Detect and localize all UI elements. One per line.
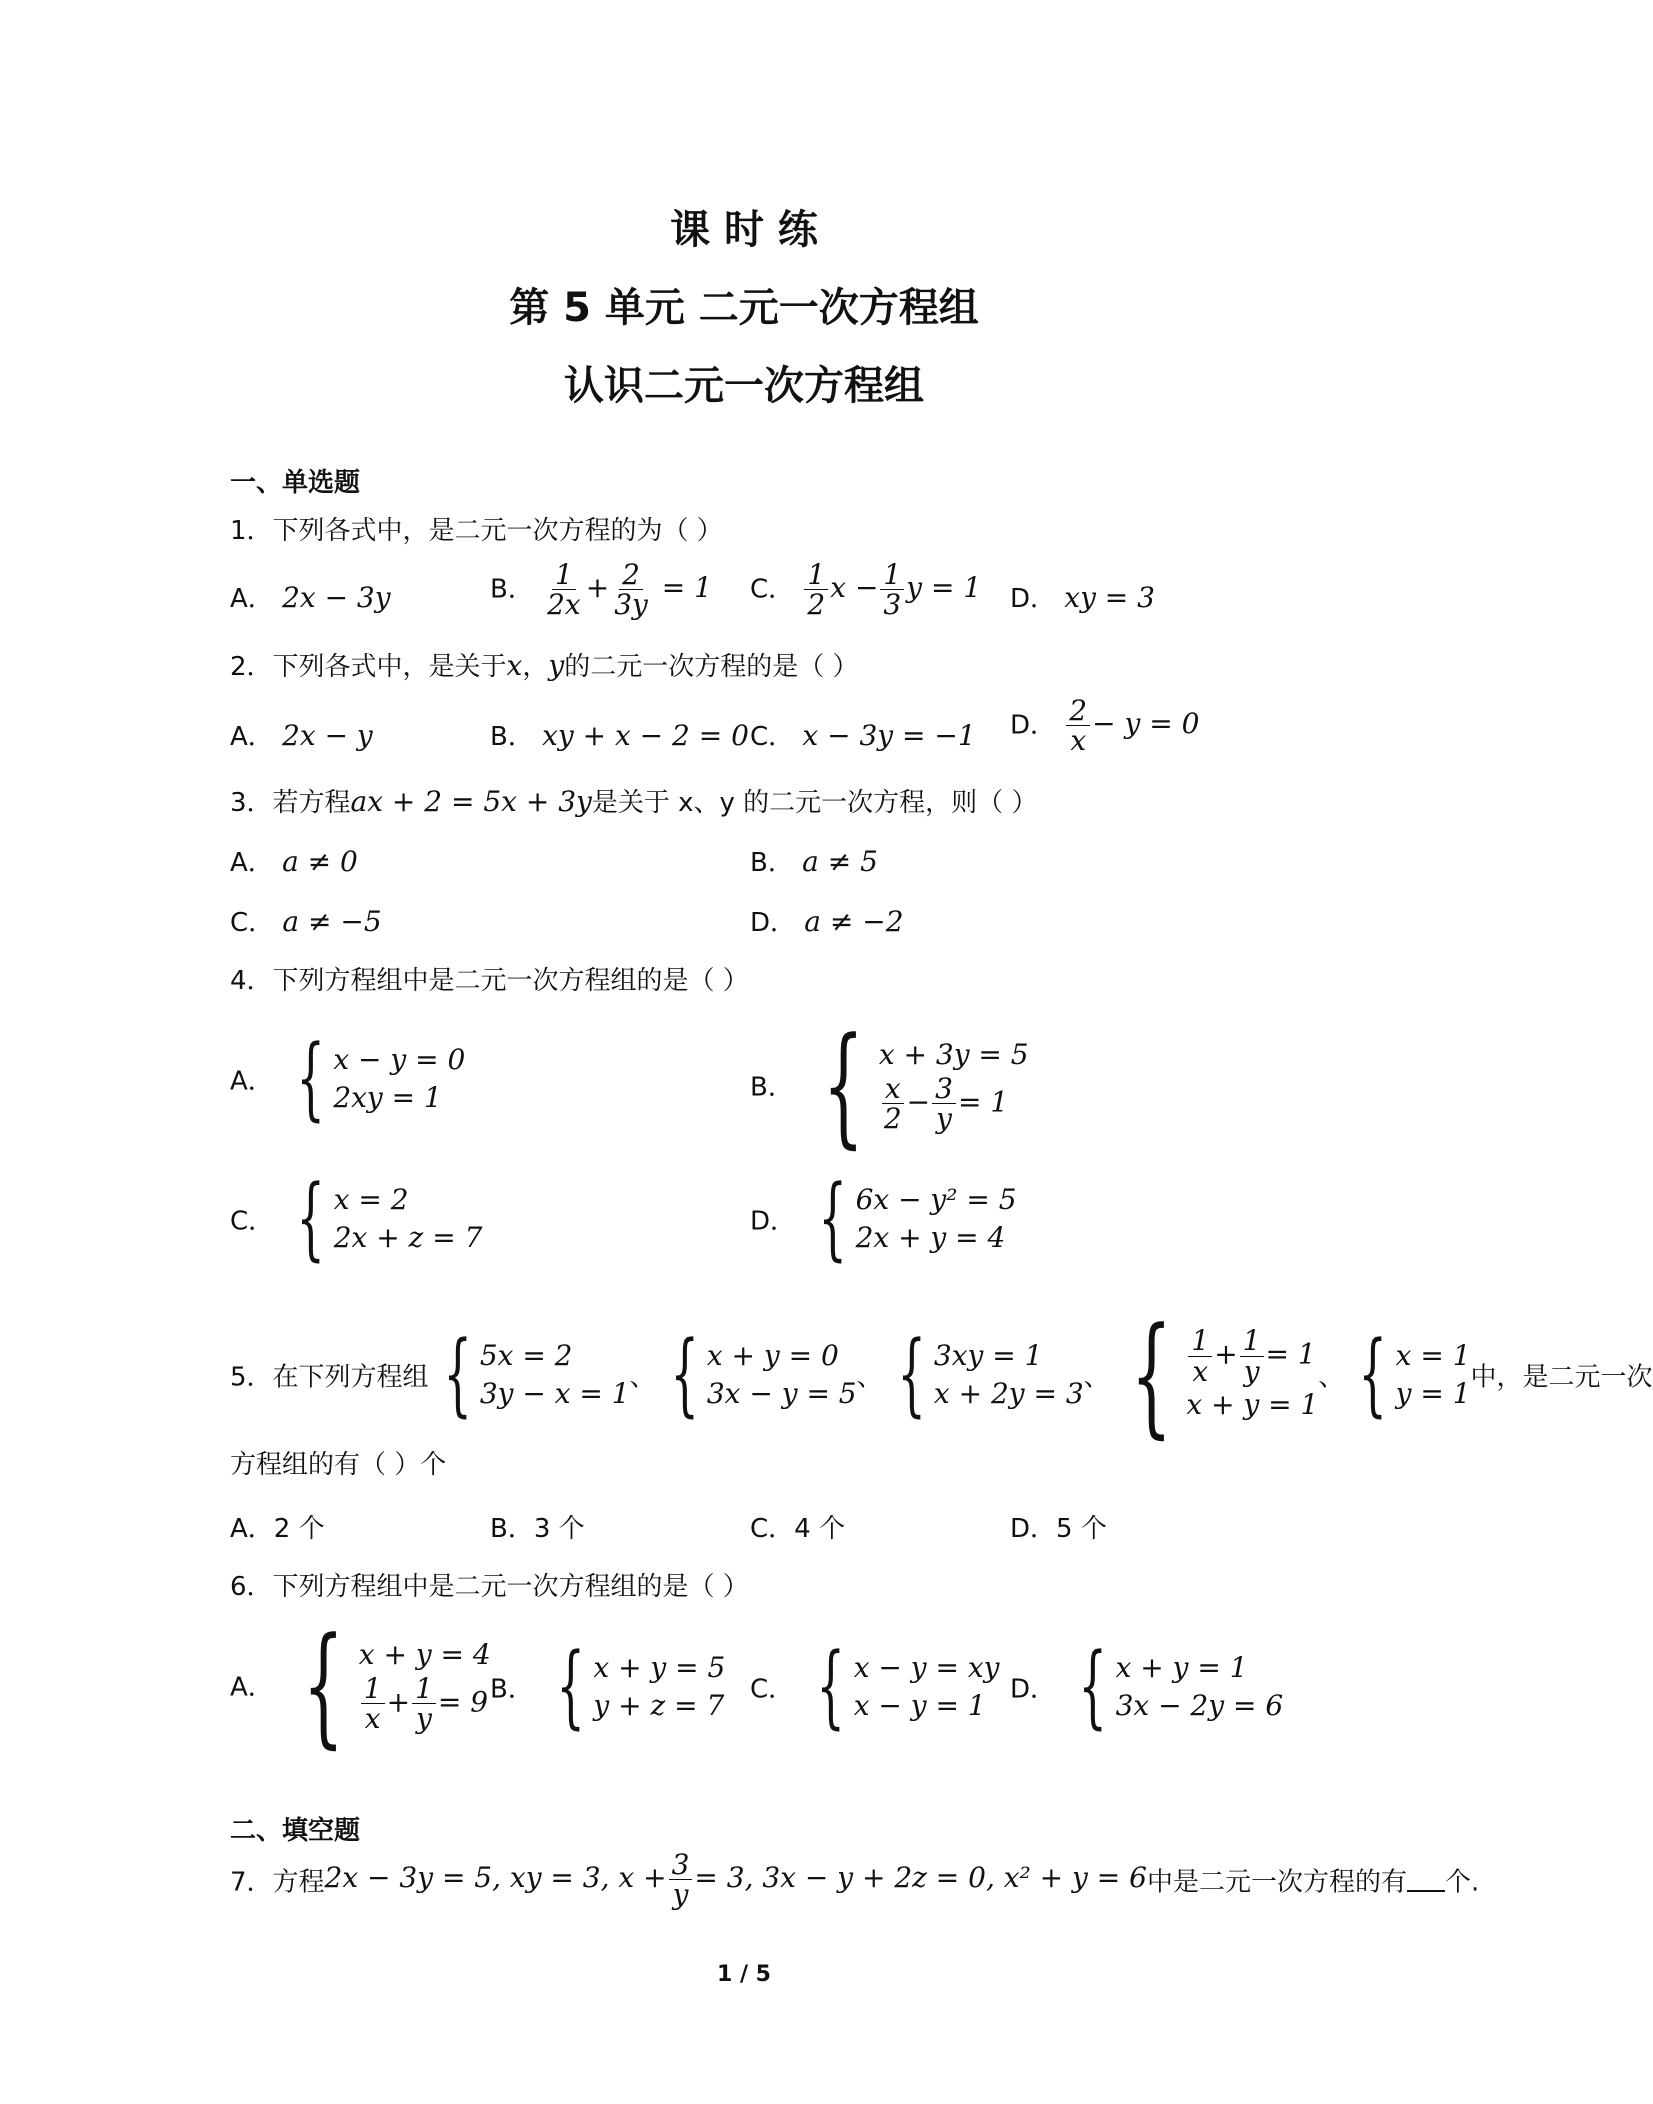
unit-title: 第 5 单元 二元一次方程组 (509, 285, 979, 331)
question-1: 1．下列各式中，是二元一次方程的为（ ） (230, 516, 723, 546)
q1-option-a (230, 578, 391, 615)
option-math: xy = 3 (1064, 581, 1155, 614)
q2-option-c: C． x − 3y = −1 (750, 719, 976, 752)
section-single-choice: 一、单选题 (230, 468, 361, 498)
option-math: $\frac{1}{2x}$ + $\frac{2}{3y}$ = 1 (547, 558, 712, 622)
q1-option-c (750, 560, 981, 620)
q2-option-b: B． xy + x − 2 = 0 (490, 719, 749, 752)
q3-option-a: A． a ≠ 0 (230, 845, 358, 878)
q3-option-d: D． a ≠ −2 (750, 905, 904, 938)
q6-option-b: B． { x + y = 5 y + z = 7 (490, 1634, 726, 1739)
option-label: D． (1010, 584, 1057, 614)
section-fill-blank: 二、填空题 (230, 1816, 361, 1846)
q6-option-d: D． { x + y = 1 3x − 2y = 6 (1010, 1634, 1284, 1739)
q3-option-b: B． a ≠ 5 (750, 845, 878, 878)
q3-option-c: C． a ≠ −5 (230, 905, 382, 938)
question-4: 4．下列方程组中是二元一次方程组的是（ ） (230, 966, 749, 996)
option-label: C． (750, 574, 795, 605)
q5-option-a: A．2 个 (230, 1514, 325, 1544)
question-7: 7．方程2x − 3y = 5, xy = 3, x + $\frac{3}{y}$ = 3, 3x − y + 2z = 0, x² + y = 6中是二元一次方程的有 个. (230, 1848, 1480, 1912)
question-6: 6．下列方程组中是二元一次方程组的是（ ） (230, 1572, 749, 1602)
q5-option-c: C．4 个 (750, 1514, 845, 1544)
page-number: 1 / 5 (717, 1962, 771, 1987)
q4-option-d: D． { 6x − y² = 5 2x + y = 4 (750, 1166, 1017, 1271)
question-2: 2．下列各式中，是关于x，y的二元一次方程的是（ ） (230, 649, 859, 682)
q2-option-a: A． 2x − y (230, 719, 373, 752)
option-math: 2x − 3y (282, 581, 391, 614)
option-label: B． (490, 574, 534, 605)
option-label: A． (230, 584, 274, 614)
q4-option-c: C． { x = 2 2x + z = 7 (230, 1166, 483, 1271)
q2-option-d: D． $\frac{2}{x}$ − y = 0 (1010, 694, 1200, 758)
question-3: 3．若方程ax + 2 = 5x + 3y是关于 x、y 的二元一次方程，则（ ） (230, 785, 1038, 818)
q4-option-b: B． { x + 3y = 5 $\frac{x}{2}$ − $\frac{3}{y}$ = 1 (750, 1009, 1029, 1161)
question-5-continued: 方程组的有（ ）个 (230, 1450, 447, 1480)
q1-option-d (1010, 578, 1155, 615)
q1-option-b (490, 560, 712, 620)
worksheet-title: 课 时 练 (670, 207, 818, 253)
q6-option-a: A． { x + y = 4 $\frac{1}{x}$ + $\frac{1}{y}$ = 9 (230, 1609, 491, 1761)
q4-option-a: A． { x − y = 0 2xy = 1 (230, 1026, 466, 1131)
option-math: $\frac{1}{2}$ x − $\frac{1}{3}$ y = 1 (802, 571, 981, 604)
question-5: 5．在下列方程组 { 5x = 2 3y − x = 1 、 { x + y = 0 3x − y = 5 、 { 3xy = 1 x + 2y = 3 、 { $\frac{1}{x}$ + $\frac{1}{y}$ = 1 x + y = 1 、 { x = 1 y = 1 中，是二元一次 (230, 1299, 1653, 1451)
q5-option-d: D．5 个 (1010, 1514, 1107, 1544)
q6-option-c: C． { x − y = xy x − y = 1 (750, 1634, 1000, 1739)
q5-option-b: B．3 个 (490, 1514, 585, 1544)
answer-blank[interactable] (1407, 1868, 1445, 1892)
lesson-title: 认识二元一次方程组 (564, 363, 924, 409)
